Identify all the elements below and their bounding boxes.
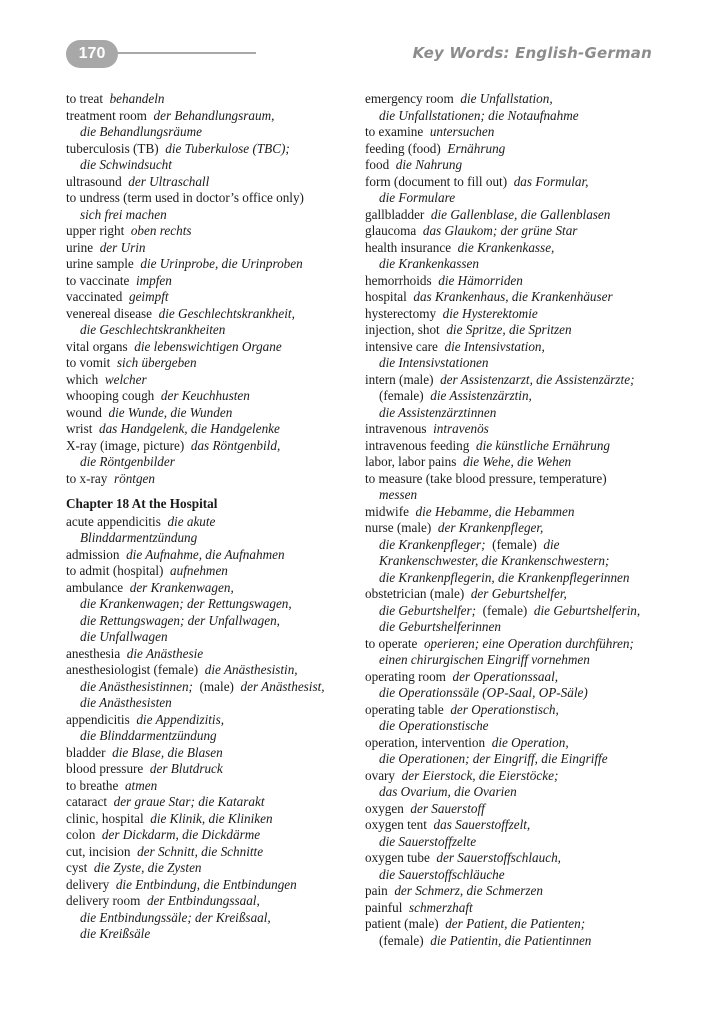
glossary-entry <box>66 240 356 257</box>
german-translation: die Hämorriden <box>438 272 523 288</box>
german-translation: die Zyste, die Zysten <box>93 860 202 875</box>
german-translation: sich übergeben <box>116 355 197 370</box>
glossary-entry <box>365 306 665 323</box>
german-translation: die Krankenkassen <box>379 256 479 271</box>
german-translation: die Anästhesie <box>126 645 204 661</box>
glossary-entry <box>66 563 356 580</box>
english-term: (female) <box>379 932 424 948</box>
english-term: anesthesia <box>66 645 121 661</box>
glossary-entry <box>365 801 665 818</box>
entry-continuation <box>365 652 665 669</box>
german-translation: Krankenschwester, die Krankenschwestern; <box>379 553 610 568</box>
english-term: ultrasound <box>66 173 122 189</box>
german-translation: die Entbindung, die Entbindungen <box>115 876 297 892</box>
german-translation: Blinddarmentzündung <box>80 530 198 545</box>
glossary-entry <box>365 735 665 752</box>
german-translation: der Blutdruck <box>149 761 223 776</box>
german-translation: der Anästhesist, <box>240 678 325 694</box>
glossary-entry <box>365 702 665 719</box>
entry-continuation <box>66 454 356 471</box>
glossary-entry <box>365 339 665 356</box>
glossary-entry <box>66 811 356 828</box>
english-term: oxygen <box>365 800 404 816</box>
english-term: pain <box>365 883 388 898</box>
english-term: hysterectomy <box>365 305 437 321</box>
glossary-entry <box>66 372 356 389</box>
german-translation: die Spritze, die Spritzen <box>446 322 572 337</box>
german-translation: aufnehmen <box>170 563 228 578</box>
glossary-entry <box>66 877 356 894</box>
german-translation: der Assistenzarzt, die Assistenzärzte; <box>440 371 635 387</box>
english-term: (female) <box>482 602 528 618</box>
english-term: upper right <box>66 223 125 238</box>
german-translation: die Assistenzärztin, <box>430 388 532 403</box>
english-term: to x-ray <box>66 470 108 486</box>
glossary-entry <box>365 883 665 900</box>
glossary-entry <box>66 712 356 729</box>
entry-continuation <box>66 124 356 141</box>
german-translation: der graue Star; die Katarakt <box>113 794 265 809</box>
english-term: patient (male) <box>365 916 439 931</box>
entry-continuation <box>66 322 356 339</box>
german-translation: die Nahrung <box>395 157 463 172</box>
german-translation: die Gallenblase, die Gallenblasen <box>430 206 611 222</box>
english-term: emergency room <box>365 91 454 106</box>
glossary-entry <box>66 256 356 273</box>
glossary-entry <box>66 289 356 306</box>
entry-continuation <box>365 108 665 125</box>
german-translation: impfen <box>135 272 172 288</box>
chapter-heading: Chapter 18 At the Hospital <box>66 496 218 511</box>
german-translation: der Krankenpfleger, <box>437 520 544 535</box>
glossary-entry <box>66 91 356 108</box>
english-term: glaucoma <box>365 223 417 238</box>
german-translation: die Wehe, die Wehen <box>463 454 572 469</box>
english-term: to measure (take blood pressure, temperature) <box>365 470 607 486</box>
german-translation: welcher <box>104 371 147 387</box>
glossary-entry <box>66 514 356 531</box>
german-translation: das Ovarium, die Ovarien <box>379 784 517 799</box>
glossary-entry <box>365 174 665 191</box>
german-translation: geimpft <box>128 289 169 304</box>
english-term: to operate <box>365 635 418 651</box>
german-translation: die <box>543 536 560 552</box>
english-term: blood pressure <box>66 761 144 776</box>
german-translation: die Geburtshelferin, <box>533 602 641 618</box>
glossary-entry <box>365 586 665 603</box>
entry-continuation <box>66 207 356 224</box>
german-translation: messen <box>379 487 418 502</box>
german-translation: der Sauerstoff <box>410 800 485 816</box>
german-translation: die Operationen; der Eingriff, die Eingriffe <box>379 751 608 766</box>
german-translation: die Behandlungsräume <box>80 124 202 139</box>
entry-continuation <box>66 679 356 696</box>
english-term: admission <box>66 546 120 562</box>
glossary-entry <box>66 438 356 455</box>
entry-continuation <box>66 910 356 927</box>
english-term: operation, intervention <box>365 734 486 750</box>
page-number: 170 <box>66 40 118 68</box>
german-translation: das Handgelenk, die Handgelenke <box>98 421 280 436</box>
german-translation: der Dickdarm, die Dickdärme <box>101 827 261 842</box>
glossary-entry <box>365 471 665 488</box>
entry-continuation <box>66 613 356 630</box>
english-term: clinic, hospital <box>66 810 144 826</box>
german-translation: das Glaukom; der grüne Star <box>422 223 578 238</box>
glossary-entry <box>365 768 665 785</box>
german-translation: das Sauerstoffzelt, <box>433 817 531 832</box>
english-term: intravenous <box>365 421 427 436</box>
german-translation: die Wunde, die Wunden <box>108 404 233 420</box>
english-term: to admit (hospital) <box>66 563 164 578</box>
english-term: intern (male) <box>365 371 434 387</box>
page-header <box>66 40 652 70</box>
glossary-entry <box>365 372 665 389</box>
entry-continuation <box>365 784 665 801</box>
german-translation: atmen <box>124 777 158 793</box>
glossary-entry <box>365 322 665 339</box>
glossary-entry <box>66 860 356 877</box>
german-translation: die Patientin, die Patientinnen <box>430 932 592 948</box>
german-translation: das Röntgenbild, <box>190 437 281 453</box>
english-term: hospital <box>365 289 407 304</box>
german-translation: die Unfallstation, <box>460 91 553 106</box>
english-term: feeding (food) <box>365 140 441 156</box>
english-term: bladder <box>66 744 106 760</box>
english-term: cataract <box>66 794 107 809</box>
english-term: health insurance <box>365 239 452 255</box>
english-term: delivery <box>66 876 110 892</box>
english-term: ovary <box>365 767 396 783</box>
entry-continuation <box>365 570 665 587</box>
glossary-entry <box>66 745 356 762</box>
german-translation: der Geburtshelfer, <box>470 586 567 601</box>
entry-continuation <box>66 530 356 547</box>
german-translation: der Eierstock, die Eierstöcke; <box>401 767 559 783</box>
english-term: vaccinated <box>66 289 123 304</box>
german-translation: der Keuchhusten <box>160 388 250 403</box>
german-translation: sich frei machen <box>80 206 167 222</box>
entry-continuation <box>365 190 665 207</box>
glossary-entry <box>365 141 665 158</box>
glossary-entry <box>66 844 356 861</box>
german-translation: der Urin <box>99 239 146 255</box>
glossary-entry <box>66 339 356 356</box>
glossary-entry <box>365 817 665 834</box>
glossary-entry <box>66 547 356 564</box>
entry-continuation <box>365 405 665 422</box>
german-translation: die Geburtshelfer; <box>379 602 477 618</box>
glossary-entry <box>365 91 665 108</box>
german-translation: der Sauerstoffschlauch, <box>436 850 561 865</box>
glossary-entry <box>66 778 356 795</box>
english-term: to vomit <box>66 355 111 370</box>
glossary-entry <box>365 438 665 455</box>
glossary-entry <box>66 471 356 488</box>
glossary-entry <box>365 850 665 867</box>
glossary-entry <box>66 893 356 910</box>
english-term: intensive care <box>365 338 438 354</box>
german-translation: die Urinprobe, die Urinproben <box>140 256 303 271</box>
glossary-entry <box>365 520 665 537</box>
english-term: form (document to fill out) <box>365 173 508 189</box>
german-translation: schmerzhaft <box>408 899 473 915</box>
english-term: (female) <box>379 388 424 403</box>
german-translation: die Operationstische <box>379 718 489 733</box>
german-translation: die Geschlechtskrankheiten <box>80 322 226 337</box>
german-translation: das Formular, <box>513 173 589 189</box>
glossary-entry <box>365 273 665 290</box>
german-translation: die Geburtshelferinnen <box>379 619 501 634</box>
english-term: wound <box>66 404 102 420</box>
english-term: wrist <box>66 421 93 436</box>
glossary-entry <box>66 306 356 323</box>
entry-continuation <box>365 553 665 570</box>
german-translation: die Klinik, die Kliniken <box>150 810 273 826</box>
german-translation: die Sauerstoffschläuche <box>379 866 505 882</box>
english-term: injection, shot <box>365 322 440 337</box>
german-translation: die Geschlechtskrankheit, <box>158 305 295 321</box>
english-term: venereal disease <box>66 305 153 321</box>
english-term: anesthesiologist (female) <box>66 662 199 677</box>
english-term: which <box>66 371 99 387</box>
glossary-entry <box>66 174 356 191</box>
german-translation: untersuchen <box>429 124 495 139</box>
entry-continuation <box>365 537 665 554</box>
glossary-entry <box>66 794 356 811</box>
german-translation: der Schmerz, die Schmerzen <box>394 883 544 898</box>
glossary-entry <box>66 421 356 438</box>
german-translation: die Operationssäle (OP-Saal, OP-Säle) <box>379 685 588 700</box>
glossary-entry <box>365 223 665 240</box>
german-translation: die lebenswichtigen Organe <box>134 338 282 354</box>
glossary-entry <box>66 761 356 778</box>
glossary-entry <box>365 504 665 521</box>
german-translation: die Kreißsäle <box>80 926 151 941</box>
english-term: vital organs <box>66 338 128 354</box>
german-translation: der Patient, die Patienten; <box>445 916 586 931</box>
english-term: cut, incision <box>66 843 131 859</box>
entry-continuation <box>365 388 665 405</box>
german-translation: die Hebamme, die Hebammen <box>415 503 575 519</box>
glossary-entry <box>66 141 356 158</box>
german-translation: einen chirurgischen Eingriff vornehmen <box>379 652 590 667</box>
german-translation: die Krankenwagen; der Rettungswagen, <box>80 596 292 611</box>
german-translation: die Krankenkasse, <box>457 239 555 255</box>
german-translation: die Intensivstationen <box>379 355 489 370</box>
english-term: intravenous feeding <box>365 437 470 453</box>
glossary-entry <box>66 405 356 422</box>
english-term: operating table <box>365 701 444 717</box>
german-translation: die Appendizitis, <box>136 711 224 727</box>
german-translation: die Rettungswagen; der Unfallwagen, <box>80 612 280 628</box>
right-column <box>365 91 665 949</box>
glossary-entry <box>365 669 665 686</box>
glossary-entry <box>66 223 356 240</box>
english-term: (female) <box>492 536 537 552</box>
glossary-entry <box>66 190 356 207</box>
glossary-entry <box>66 646 356 663</box>
german-translation: operieren; eine Operation durchführen; <box>423 635 634 651</box>
english-term: midwife <box>365 503 409 519</box>
german-translation: behandeln <box>109 91 165 106</box>
german-translation: röntgen <box>113 470 156 486</box>
entry-continuation <box>365 751 665 768</box>
english-term: acute appendicitis <box>66 513 161 529</box>
german-translation: die Anästhesistinnen; <box>80 678 193 694</box>
german-translation: die Tuberkulose (TBC); <box>165 140 290 156</box>
running-title: Key Words: English-German <box>412 44 652 62</box>
glossary-entry <box>66 273 356 290</box>
english-term: appendicitis <box>66 711 130 727</box>
german-translation: der Operationstisch, <box>450 701 559 717</box>
english-term: operating room <box>365 668 446 684</box>
german-translation: intravenös <box>433 421 489 436</box>
german-translation: die Blase, die Blasen <box>112 744 223 760</box>
entry-continuation <box>66 728 356 745</box>
english-term: ambulance <box>66 579 124 595</box>
glossary-entry <box>365 636 665 653</box>
english-term: to breathe <box>66 777 119 793</box>
glossary-entry <box>365 421 665 438</box>
english-term: X-ray (image, picture) <box>66 437 185 453</box>
german-translation: die Aufnahme, die Aufnahmen <box>126 546 285 562</box>
glossary-entry <box>365 240 665 257</box>
german-translation: die Anästhesistin, <box>204 662 298 677</box>
german-translation: die Anästhesisten <box>80 695 172 710</box>
entry-continuation <box>66 695 356 712</box>
german-translation: der Schnitt, die Schnitte <box>137 843 264 859</box>
english-term: treatment room <box>66 107 147 123</box>
english-term: to treat <box>66 91 103 106</box>
glossary-entry <box>365 454 665 471</box>
entry-continuation <box>365 685 665 702</box>
glossary-entry <box>66 108 356 125</box>
entry-continuation <box>66 596 356 613</box>
glossary-entry <box>365 289 665 306</box>
german-translation: oben rechts <box>130 223 192 238</box>
glossary-entry <box>365 916 665 933</box>
german-translation: das Krankenhaus, die Krankenhäuser <box>413 289 613 304</box>
glossary-entry <box>66 388 356 405</box>
entry-continuation <box>365 355 665 372</box>
english-term: gallbladder <box>365 206 425 222</box>
german-translation: die künstliche Ernährung <box>475 437 611 453</box>
english-term: food <box>365 157 390 172</box>
glossary-entry <box>66 827 356 844</box>
entry-continuation <box>66 157 356 174</box>
entry-continuation <box>365 619 665 636</box>
entry-continuation <box>365 834 665 851</box>
english-term: labor, labor pains <box>365 454 457 469</box>
english-term: colon <box>66 827 96 842</box>
english-term: obstetrician (male) <box>365 586 465 601</box>
german-translation: der Krankenwagen, <box>129 579 234 595</box>
german-translation: die Sauerstoffzelte <box>379 833 477 849</box>
german-translation: die Unfallwagen <box>80 629 168 644</box>
entry-continuation <box>365 933 665 950</box>
english-term: urine sample <box>66 256 134 271</box>
english-term: (male) <box>199 678 234 694</box>
entry-continuation <box>66 926 356 943</box>
german-translation: der Entbindungssaal, <box>146 893 260 908</box>
entry-continuation <box>66 629 356 646</box>
german-translation: der Operationssaal, <box>452 668 559 684</box>
german-translation: die Unfallstationen; die Notaufnahme <box>379 107 579 123</box>
german-translation: die Formulare <box>379 190 456 205</box>
entry-continuation <box>365 718 665 735</box>
english-term: oxygen tent <box>365 817 427 832</box>
english-term: to examine <box>365 124 424 139</box>
glossary-entry <box>365 900 665 917</box>
english-term: delivery room <box>66 893 141 908</box>
german-translation: die akute <box>167 513 216 529</box>
german-translation: die Röntgenbilder <box>80 454 175 469</box>
english-term: to undress (term used in doctor’s office only) <box>66 190 304 205</box>
english-term: painful <box>365 899 403 915</box>
german-translation: Ernährung <box>447 140 506 156</box>
glossary-entry <box>66 355 356 372</box>
german-translation: die Operation, <box>491 734 569 750</box>
english-term: oxygen tube <box>365 850 430 865</box>
entry-continuation <box>365 256 665 273</box>
german-translation: die Blinddarmentzündung <box>80 728 217 743</box>
entry-continuation <box>365 487 665 504</box>
english-term: whooping cough <box>66 388 155 403</box>
german-translation: die Krankenpfleger; <box>379 536 486 552</box>
german-translation: die Hysterektomie <box>442 305 538 321</box>
english-term: cyst <box>66 860 88 875</box>
german-translation: die Assistenzärztinnen <box>379 404 497 420</box>
glossary-entry <box>66 580 356 597</box>
left-column <box>66 91 356 943</box>
german-translation: der Behandlungsraum, <box>153 107 275 123</box>
german-translation: die Intensivstation, <box>444 338 545 354</box>
glossary-entry <box>365 157 665 174</box>
german-translation: die Entbindungssäle; der Kreißsaal, <box>80 909 271 925</box>
english-term: nurse (male) <box>365 520 432 535</box>
english-term: tuberculosis (TB) <box>66 140 159 156</box>
entry-continuation <box>365 603 665 620</box>
english-term: to vaccinate <box>66 272 130 288</box>
english-term: urine <box>66 239 94 255</box>
german-translation: die Schwindsucht <box>80 157 172 172</box>
glossary-entry <box>66 662 356 679</box>
german-translation: die Krankenpflegerin, die Krankenpflegerinnen <box>379 569 630 585</box>
german-translation: der Ultraschall <box>128 173 210 189</box>
english-term: hemorrhoids <box>365 272 432 288</box>
entry-continuation <box>365 867 665 884</box>
glossary-entry <box>365 207 665 224</box>
header-rule <box>116 52 256 54</box>
glossary-entry <box>365 124 665 141</box>
